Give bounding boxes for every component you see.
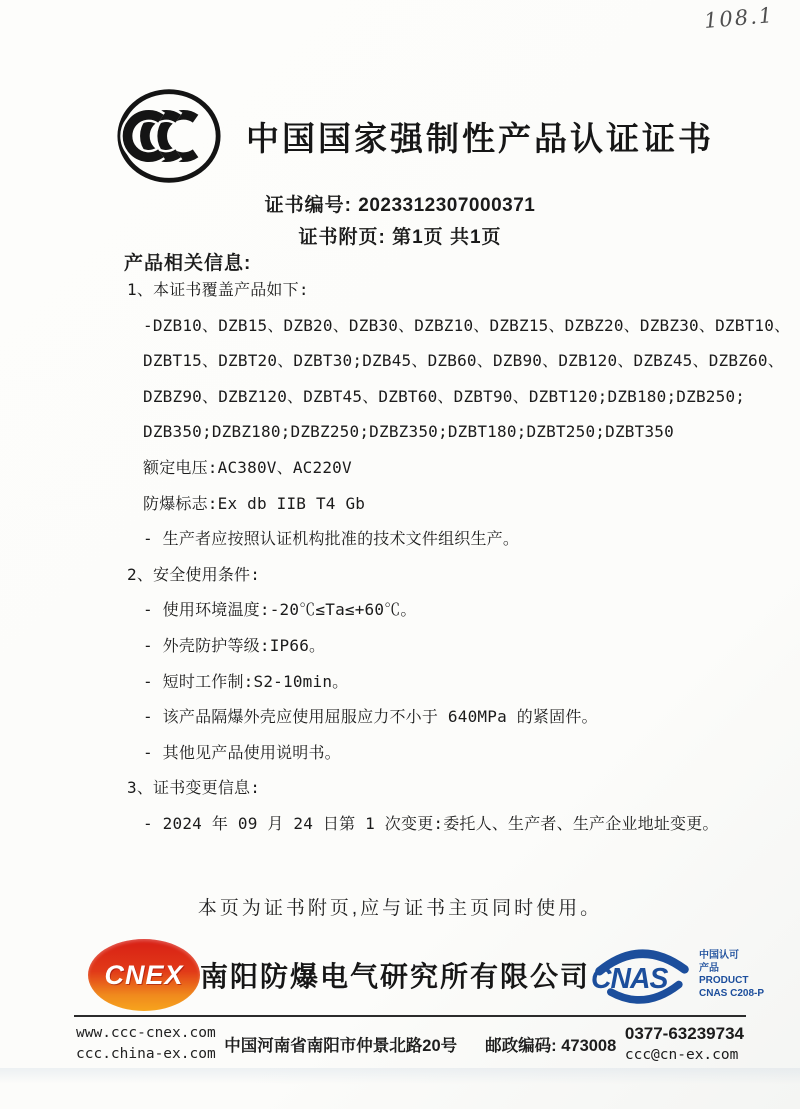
postal-code-value: 473008 (561, 1037, 617, 1055)
handwritten-page-number: 108.1 (702, 2, 775, 34)
ccc-logo-icon (116, 86, 222, 186)
certificate-number-value: 2023312307000371 (358, 195, 536, 216)
content-line: DZB350;DZBZ180;DZBZ250;DZBZ350;DZBT180;DZBT250;DZBT350 (143, 422, 674, 442)
content-line: 3、证书变更信息: (127, 778, 261, 798)
product-info-heading: 产品相关信息: (124, 253, 252, 274)
content-line: 额定电压:AC380V、AC220V (143, 457, 352, 477)
scan-artifact-band (0, 1068, 800, 1084)
issuer-company-name: 南阳防爆电气研究所有限公司 (200, 961, 591, 992)
content-line: 1、本证书覆盖产品如下: (127, 280, 309, 299)
footer (76, 1021, 744, 1067)
cnas-caption-line: CNAS C208-P (699, 987, 765, 999)
footer-contact (625, 1023, 744, 1065)
cnex-logo-text: CNEX (104, 959, 184, 990)
issuer-address: 中国河南省南阳市仲景北路20号 (224, 1037, 458, 1055)
footer-websites (76, 1023, 216, 1065)
footer-divider (74, 1015, 746, 1017)
cnas-logo-text: CNAS (590, 963, 668, 996)
content-line: - 生产者应按照认证机构批准的技术文件组织生产。 (143, 529, 520, 549)
cnas-caption (699, 950, 764, 1000)
website-url-1: www.ccc-cnex.com (76, 1025, 216, 1041)
issuer-row (88, 936, 765, 1014)
phone-number: 0377-63239734 (624, 1024, 744, 1043)
certificate-number-line (0, 190, 800, 222)
content-line: - 短时工作制:S2-10min。 (143, 671, 349, 691)
appendix-label: 证书附页: (298, 227, 386, 248)
postal-code-block (485, 1032, 616, 1056)
content-line: - 2024 年 09 月 24 日第 1 次变更:委托人、生产者、生产企业地址变更。 (143, 813, 719, 833)
content-line: - 该产品隔爆外壳应使用屈服应力不小于 640MPa 的紧固件。 (143, 707, 598, 727)
content-line: - 使用环境温度:-20℃≤Ta≤+60℃。 (143, 600, 417, 620)
appendix-value: 第1页 共1页 (392, 227, 502, 248)
content-line: - 外壳防护等级:IP66。 (143, 635, 326, 655)
content-line: DZBT15、DZBT20、DZBT30;DZB45、DZB60、DZB90、DZB120、DZBZ45、DZBZ60、 (143, 351, 784, 371)
cnas-mark (590, 944, 764, 1006)
email-address: ccc@cn-ex.com (624, 1047, 739, 1063)
certificate-body (127, 272, 791, 842)
certificate-meta (0, 190, 800, 254)
cnas-caption-line: 中国认可 (699, 950, 740, 961)
footer-address-block (224, 1032, 616, 1056)
content-line: - 其他见产品使用说明书。 (143, 742, 341, 762)
cnas-logo-icon (590, 944, 694, 1006)
content-line: 防爆标志:Ex db IIB T4 Gb (143, 493, 366, 513)
cnex-logo-icon (88, 939, 200, 1011)
cnas-caption-line: 产品 (699, 962, 720, 974)
cnas-caption-line: PRODUCT (699, 975, 749, 986)
postal-code-label: 邮政编码: (485, 1037, 557, 1055)
certificate-header (116, 86, 740, 186)
content-line: DZBZ90、DZBZ120、DZBT45、DZBT60、DZBT90、DZBT120;DZB180;DZB250; (143, 386, 746, 406)
appendix-line (0, 222, 800, 254)
certificate-number-label: 证书编号: (264, 195, 352, 216)
certificate-title: 中国国家强制性产品认证证书 (246, 119, 714, 157)
content-line: -DZB10、DZB15、DZB20、DZB30、DZBZ10、DZBZ15、DZBZ20、DZBZ30、DZBT10、 (143, 315, 791, 335)
content-line: 2、安全使用条件: (127, 564, 261, 584)
page-usage-notice: 本页为证书附页,应与证书主页同时使用。 (197, 898, 603, 919)
website-url-2: ccc.china-ex.com (76, 1046, 216, 1062)
